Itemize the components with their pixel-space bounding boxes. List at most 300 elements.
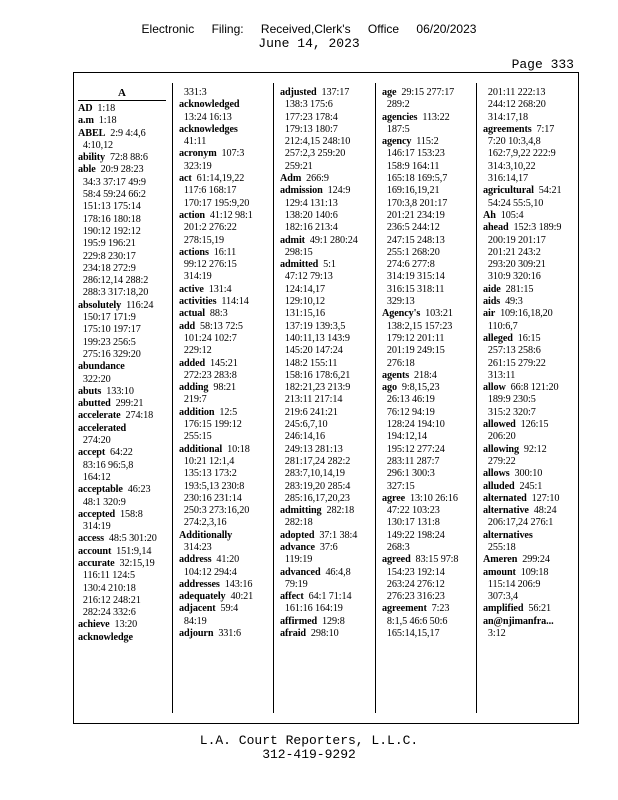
hearing-date: June 14, 2023 — [258, 36, 360, 51]
index-page-refs: 298:10 — [310, 628, 339, 640]
index-entry-continuation — [78, 374, 170, 386]
index-word: Agency's — [382, 308, 421, 320]
index-page-refs: 299:21 — [115, 398, 144, 410]
column-divider — [476, 83, 477, 713]
index-page-refs: 117:6 168:17 — [183, 185, 237, 197]
index-entry-continuation — [78, 324, 170, 336]
index-column-3 — [280, 87, 372, 640]
index-entry-continuation — [483, 456, 575, 468]
index-entry-continuation — [280, 136, 372, 148]
index-page-refs: 79:19 — [284, 578, 308, 590]
index-entry-continuation — [382, 148, 474, 160]
index-word: accepted — [78, 508, 116, 520]
index-page-refs: 83:16 96:5,8 — [82, 459, 134, 471]
index-entry-continuation — [78, 607, 170, 619]
index-page-refs: 37:6 — [319, 541, 338, 553]
index-word: ABEL — [78, 127, 106, 139]
section-letter-heading: A — [78, 87, 166, 101]
index-page-refs: 7:20 10:3,4,8 — [487, 136, 541, 148]
footer-phone: 312-419-9292 — [262, 747, 356, 762]
index-entry — [382, 87, 474, 99]
index-entry — [483, 185, 575, 197]
index-entry — [483, 444, 575, 456]
index-entry — [483, 554, 575, 566]
index-page-refs: 250:3 273:16,20 — [183, 505, 250, 517]
index-page-refs: 64:22 — [110, 447, 133, 459]
index-entry-continuation — [78, 435, 170, 447]
filing-received: Received,Clerk's — [260, 22, 351, 36]
index-entry — [78, 546, 170, 558]
index-entry-continuation — [382, 222, 474, 234]
index-entry-continuation — [483, 173, 575, 185]
word-index-box — [73, 72, 579, 724]
index-page-refs: 259:21 — [284, 160, 313, 172]
index-entry — [280, 259, 372, 271]
index-page-refs: 48:24 — [533, 505, 557, 517]
index-entry — [78, 103, 170, 115]
index-entry-continuation — [483, 198, 575, 210]
index-page-refs: 48:1 320:9 — [82, 496, 126, 508]
index-page-refs: 54:21 — [538, 185, 562, 197]
index-entry-continuation — [78, 570, 170, 582]
index-page-refs: 170:17 195:9,20 — [183, 197, 250, 209]
index-page-refs: 268:3 — [386, 541, 410, 553]
index-page-refs: 190:12 192:12 — [82, 225, 141, 237]
index-page-refs: 58:13 72:5 — [200, 320, 243, 332]
index-entry-continuation — [280, 493, 372, 505]
index-entry — [179, 628, 271, 640]
index-page-refs: 257:13 258:6 — [487, 345, 541, 357]
index-word: alluded — [483, 480, 515, 492]
index-page-refs: 84:19 — [183, 615, 207, 627]
index-page-refs: 219:6 241:21 — [284, 406, 338, 418]
index-entry-continuation — [382, 271, 474, 283]
index-word: amplified — [483, 603, 524, 615]
index-page-refs: 119:19 — [284, 554, 313, 566]
index-entry — [483, 419, 575, 431]
index-page-refs: 137:17 — [321, 87, 350, 98]
index-entry — [382, 554, 474, 566]
index-page-refs: 115:2 — [416, 136, 439, 148]
index-page-refs: 282:18 — [326, 505, 355, 517]
index-entry-continuation — [280, 148, 372, 160]
index-page-refs: 229:8 230:17 — [82, 250, 136, 262]
index-page-refs: 289:2 — [386, 99, 410, 111]
index-word: a.m — [78, 115, 94, 127]
index-word: accurate — [78, 557, 115, 569]
index-word: agree — [382, 492, 406, 504]
index-word: adjusted — [280, 87, 317, 98]
index-column-1 — [78, 87, 170, 644]
index-page-refs: 162:7,9,22 222:9 — [487, 148, 556, 160]
index-entry — [483, 530, 575, 542]
index-entry-continuation — [280, 456, 372, 468]
index-entry-continuation — [280, 271, 372, 283]
index-page-refs: 261:15 279:22 — [487, 357, 546, 369]
index-entry — [78, 484, 170, 496]
index-entry — [179, 284, 271, 296]
index-entry-continuation — [483, 99, 575, 111]
index-entry — [78, 423, 170, 435]
index-page-refs: 282:18 — [284, 517, 313, 529]
index-entry-continuation — [382, 161, 474, 173]
index-word: account — [78, 545, 112, 557]
index-entry-continuation — [382, 259, 474, 271]
index-entry-continuation — [280, 99, 372, 111]
index-entry-continuation — [78, 189, 170, 201]
column-divider — [273, 83, 274, 713]
index-entry-continuation — [179, 567, 271, 579]
index-word: allows — [483, 468, 510, 480]
index-page-refs: 13:24 16:13 — [183, 111, 232, 123]
index-page-refs: 230:16 231:14 — [183, 492, 242, 504]
index-page-refs: 316:14,17 — [487, 173, 529, 185]
index-entry-continuation — [382, 345, 474, 357]
index-entry — [280, 173, 372, 185]
index-page-refs: 76:12 94:19 — [386, 406, 435, 418]
index-word: adequately — [179, 591, 226, 603]
index-entry-continuation — [280, 394, 372, 406]
index-entry-continuation — [179, 394, 271, 406]
index-word: agricultural — [483, 185, 534, 197]
index-entry-continuation — [483, 591, 575, 603]
index-word: agencies — [382, 111, 418, 123]
index-entry-continuation — [179, 185, 271, 197]
index-page-refs: 124:14,17 — [284, 283, 326, 295]
index-word: agents — [382, 369, 410, 381]
index-entry — [179, 148, 271, 160]
index-entry-continuation — [78, 337, 170, 349]
index-page-refs: 151:9,14 — [116, 545, 152, 557]
index-word: affect — [280, 591, 304, 603]
index-entry — [78, 164, 170, 176]
index-page-refs: 158:16 178:6,21 — [284, 369, 351, 381]
index-page-refs: 10:21 12:1,4 — [183, 455, 235, 467]
index-page-refs: 150:17 171:9 — [82, 312, 136, 324]
index-page-refs: 98:21 — [213, 382, 237, 394]
index-entry — [78, 410, 170, 422]
filing-stamp — [0, 22, 618, 36]
index-word: Ameren — [483, 554, 518, 566]
index-page-refs: 109:16,18,20 — [500, 308, 553, 320]
index-entry-continuation — [179, 222, 271, 234]
index-entry-continuation — [382, 579, 474, 591]
index-page-refs: 314:19 — [183, 271, 212, 283]
index-page-refs: 182:21,23 213:9 — [284, 382, 351, 394]
index-word: Additionally — [179, 529, 233, 541]
index-entry-continuation — [179, 370, 271, 382]
index-word: air — [483, 308, 496, 320]
index-entry-continuation — [179, 456, 271, 468]
index-page-refs: 47:22 103:23 — [386, 505, 440, 517]
index-page-refs: 133:10 — [106, 385, 134, 397]
index-entry-continuation — [280, 222, 372, 234]
index-entry-continuation — [280, 382, 372, 394]
index-entry — [280, 235, 372, 247]
index-entry-continuation — [483, 148, 575, 160]
index-word: ahead — [483, 222, 509, 234]
index-page-refs: 104:12 294:4 — [183, 566, 237, 578]
index-entry-continuation — [280, 308, 372, 320]
index-column-4 — [382, 87, 474, 640]
index-entry — [483, 222, 575, 234]
index-page-refs: 189:9 230:5 — [487, 394, 536, 406]
index-entry-continuation — [179, 87, 271, 99]
index-entry-continuation — [78, 595, 170, 607]
index-word: accelerated — [78, 422, 127, 434]
index-page-refs: 114:14 — [221, 296, 249, 308]
index-page-refs: 279:22 — [487, 455, 516, 467]
index-page-refs: 46:4,8 — [325, 566, 351, 578]
index-entry — [78, 533, 170, 545]
index-entry — [483, 481, 575, 493]
index-entry-continuation — [78, 214, 170, 226]
index-entry-continuation — [483, 407, 575, 419]
index-entry-continuation — [78, 226, 170, 238]
index-entry-continuation — [382, 321, 474, 333]
index-entry-continuation — [483, 394, 575, 406]
index-entry-continuation — [179, 505, 271, 517]
index-entry-continuation — [280, 419, 372, 431]
index-entry-continuation — [78, 349, 170, 361]
index-page-refs: 313:11 — [487, 369, 516, 381]
index-page-refs: 7:23 — [431, 603, 450, 615]
index-entry — [280, 628, 372, 640]
index-page-refs: 138:20 140:6 — [284, 209, 338, 221]
index-entry — [78, 398, 170, 410]
index-entry — [280, 505, 372, 517]
index-entry — [78, 152, 170, 164]
index-page-refs: 116:24 — [126, 299, 154, 311]
index-entry-continuation — [382, 419, 474, 431]
index-word: allow — [483, 382, 506, 394]
index-entry — [179, 99, 271, 111]
index-entry — [78, 386, 170, 398]
index-page-refs: 129:8 — [322, 615, 345, 627]
index-page-refs: 49:3 — [505, 296, 523, 308]
index-entry-continuation — [179, 136, 271, 148]
index-page-refs: 140:11,13 143:9 — [284, 332, 350, 344]
index-page-refs: 276:23 316:23 — [386, 591, 445, 603]
index-word: admit — [280, 234, 305, 246]
index-entry-continuation — [78, 201, 170, 213]
index-entry — [78, 128, 170, 140]
index-entry-continuation — [483, 271, 575, 283]
index-entry-continuation — [78, 275, 170, 287]
index-page-refs: 323:19 — [183, 160, 212, 172]
index-page-refs: 129:4 131:13 — [284, 197, 338, 209]
index-page-refs: 212:4,15 248:10 — [284, 136, 351, 148]
index-page-refs: 101:24 102:7 — [183, 332, 237, 344]
index-page-refs: 16:15 — [517, 332, 541, 344]
index-page-refs: 278:15,19 — [183, 234, 225, 246]
index-page-refs: 131:15,16 — [284, 308, 326, 320]
filing-label: Filing: — [211, 22, 244, 36]
index-word: abuts — [78, 385, 102, 397]
index-page-refs: 103:21 — [425, 308, 453, 320]
index-entry-continuation — [280, 284, 372, 296]
index-page-refs: 175:10 197:17 — [82, 324, 141, 336]
index-entry-continuation — [280, 321, 372, 333]
index-entry-continuation — [179, 493, 271, 505]
index-page-refs: 158:8 — [120, 508, 143, 520]
index-page-refs: 99:12 276:15 — [183, 259, 237, 271]
index-page-refs: 137:19 139:3,5 — [284, 320, 346, 332]
index-entry-continuation — [382, 530, 474, 542]
index-page-refs: 288:3 317:18,20 — [82, 287, 149, 299]
index-page-refs: 9:8,15,23 — [401, 382, 440, 394]
index-entry-continuation — [280, 296, 372, 308]
index-page-refs: 187:5 — [386, 123, 410, 135]
index-word: acknowledge — [78, 631, 133, 643]
index-page-refs: 331:3 — [183, 87, 207, 98]
index-page-refs: 58:4 59:24 66:2 — [82, 189, 146, 201]
index-entry — [78, 447, 170, 459]
index-page-refs: 195:12 277:24 — [386, 443, 445, 455]
index-entry — [179, 530, 271, 542]
index-word: allowing — [483, 443, 519, 455]
index-word: agreement — [382, 603, 427, 615]
index-page-refs: 193:5,13 230:8 — [183, 480, 245, 492]
index-page-refs: 138:2,15 157:23 — [386, 320, 453, 332]
index-page-refs: 72:8 88:6 — [109, 152, 148, 164]
index-entry-continuation — [179, 112, 271, 124]
index-word: accelerate — [78, 410, 121, 422]
index-word: AD — [78, 103, 93, 114]
index-page-refs: 275:16 329:20 — [82, 348, 141, 360]
index-page-refs: 300:10 — [514, 468, 543, 480]
index-page-refs: 4:10,12 — [82, 139, 114, 151]
index-word: access — [78, 533, 104, 545]
index-entry — [483, 603, 575, 615]
index-word: Adm — [280, 173, 302, 185]
index-word: admission — [280, 185, 323, 197]
index-column-5 — [483, 87, 575, 640]
index-entry — [78, 300, 170, 312]
index-entry — [78, 558, 170, 570]
index-word: abutted — [78, 398, 111, 410]
column-divider — [375, 83, 376, 713]
index-page-refs: 244:12 268:20 — [487, 99, 546, 111]
index-entry-continuation — [382, 173, 474, 185]
index-page-refs: 274:20 — [82, 435, 111, 447]
index-entry-continuation — [280, 554, 372, 566]
index-page-refs: 316:15 318:11 — [386, 283, 445, 295]
index-word: admitted — [280, 259, 319, 271]
index-page-refs: 145:20 147:24 — [284, 345, 343, 357]
index-page-refs: 56:21 — [528, 603, 552, 615]
index-page-refs: 165:18 169:5,7 — [386, 173, 448, 185]
index-entry — [179, 591, 271, 603]
index-page-refs: 206:17,24 276:1 — [487, 517, 554, 529]
index-page-refs: 32:15,19 — [119, 557, 155, 569]
index-word: act — [179, 173, 192, 185]
index-entry — [280, 87, 372, 99]
index-page-refs: 170:3,8 201:17 — [386, 197, 448, 209]
index-page-refs: 246:14,16 — [284, 431, 326, 443]
index-word: add — [179, 320, 196, 332]
index-page-refs: 296:1 300:3 — [386, 468, 435, 480]
index-word: activities — [179, 296, 217, 308]
index-entry-continuation — [78, 238, 170, 250]
index-entry-continuation — [280, 198, 372, 210]
index-page-refs: 201:19 249:15 — [386, 345, 445, 357]
index-page-refs: 13:10 26:16 — [409, 492, 458, 504]
index-entry — [179, 247, 271, 259]
index-page-refs: 135:13 173:2 — [183, 468, 237, 480]
index-entry — [382, 603, 474, 615]
index-page-refs: 314:3,10,22 — [487, 160, 536, 172]
index-column-2 — [179, 87, 271, 640]
index-entry-continuation — [78, 251, 170, 263]
index-entry-continuation — [280, 407, 372, 419]
index-page-refs: 176:15 199:12 — [183, 419, 242, 431]
index-word: alleged — [483, 332, 513, 344]
index-entry — [78, 115, 170, 127]
index-page-refs: 179:12 201:11 — [386, 332, 445, 344]
index-entry-continuation — [179, 235, 271, 247]
index-entry-continuation — [280, 517, 372, 529]
index-entry-continuation — [483, 87, 575, 99]
index-entry — [179, 603, 271, 615]
index-entry — [280, 591, 372, 603]
index-page-refs: 26:13 46:19 — [386, 394, 435, 406]
index-entry-continuation — [483, 161, 575, 173]
index-page-refs: 48:5 301:20 — [108, 533, 157, 545]
index-page-refs: 322:20 — [82, 373, 111, 385]
index-entry-continuation — [78, 472, 170, 484]
index-word: agency — [382, 136, 412, 148]
index-page-refs: 257:2,3 259:20 — [284, 148, 346, 160]
index-entry-continuation — [280, 124, 372, 136]
index-page-refs: 201:21 243:2 — [487, 246, 541, 258]
index-page-refs: 249:13 281:13 — [284, 443, 343, 455]
index-page-refs: 206:20 — [487, 431, 516, 443]
index-page-refs: 54:24 55:5,10 — [487, 197, 544, 209]
index-entry — [483, 296, 575, 308]
index-entry-continuation — [280, 112, 372, 124]
index-page-refs: 283:19,20 285:4 — [284, 480, 351, 492]
index-page-refs: 145:21 — [210, 357, 238, 369]
index-entry-continuation — [382, 394, 474, 406]
index-page-refs: 165:14,15,17 — [386, 628, 440, 640]
index-entry — [179, 554, 271, 566]
index-entry-continuation — [382, 542, 474, 554]
index-entry-continuation — [483, 517, 575, 529]
index-word: acknowledges — [179, 123, 238, 135]
index-word: aids — [483, 296, 501, 308]
index-entry-continuation — [382, 124, 474, 136]
index-entry-continuation — [179, 468, 271, 480]
index-entry-continuation — [382, 481, 474, 493]
index-page-refs: 110:6,7 — [487, 320, 518, 332]
index-word: absolutely — [78, 299, 122, 311]
index-entry-continuation — [179, 333, 271, 345]
index-page-refs: 234:18 272:9 — [82, 262, 136, 274]
index-word: ability — [78, 152, 106, 164]
index-word: advanced — [280, 566, 321, 578]
index-entry — [483, 333, 575, 345]
index-entry — [78, 509, 170, 521]
index-entry-continuation — [483, 259, 575, 271]
index-word: acknowledged — [179, 99, 240, 111]
index-entry-continuation — [179, 259, 271, 271]
index-entry-continuation — [382, 358, 474, 370]
index-entry-continuation — [382, 99, 474, 111]
index-entry-continuation — [179, 419, 271, 431]
index-page-refs: 7:17 — [536, 123, 555, 135]
index-page-refs: 1:18 — [98, 115, 117, 127]
